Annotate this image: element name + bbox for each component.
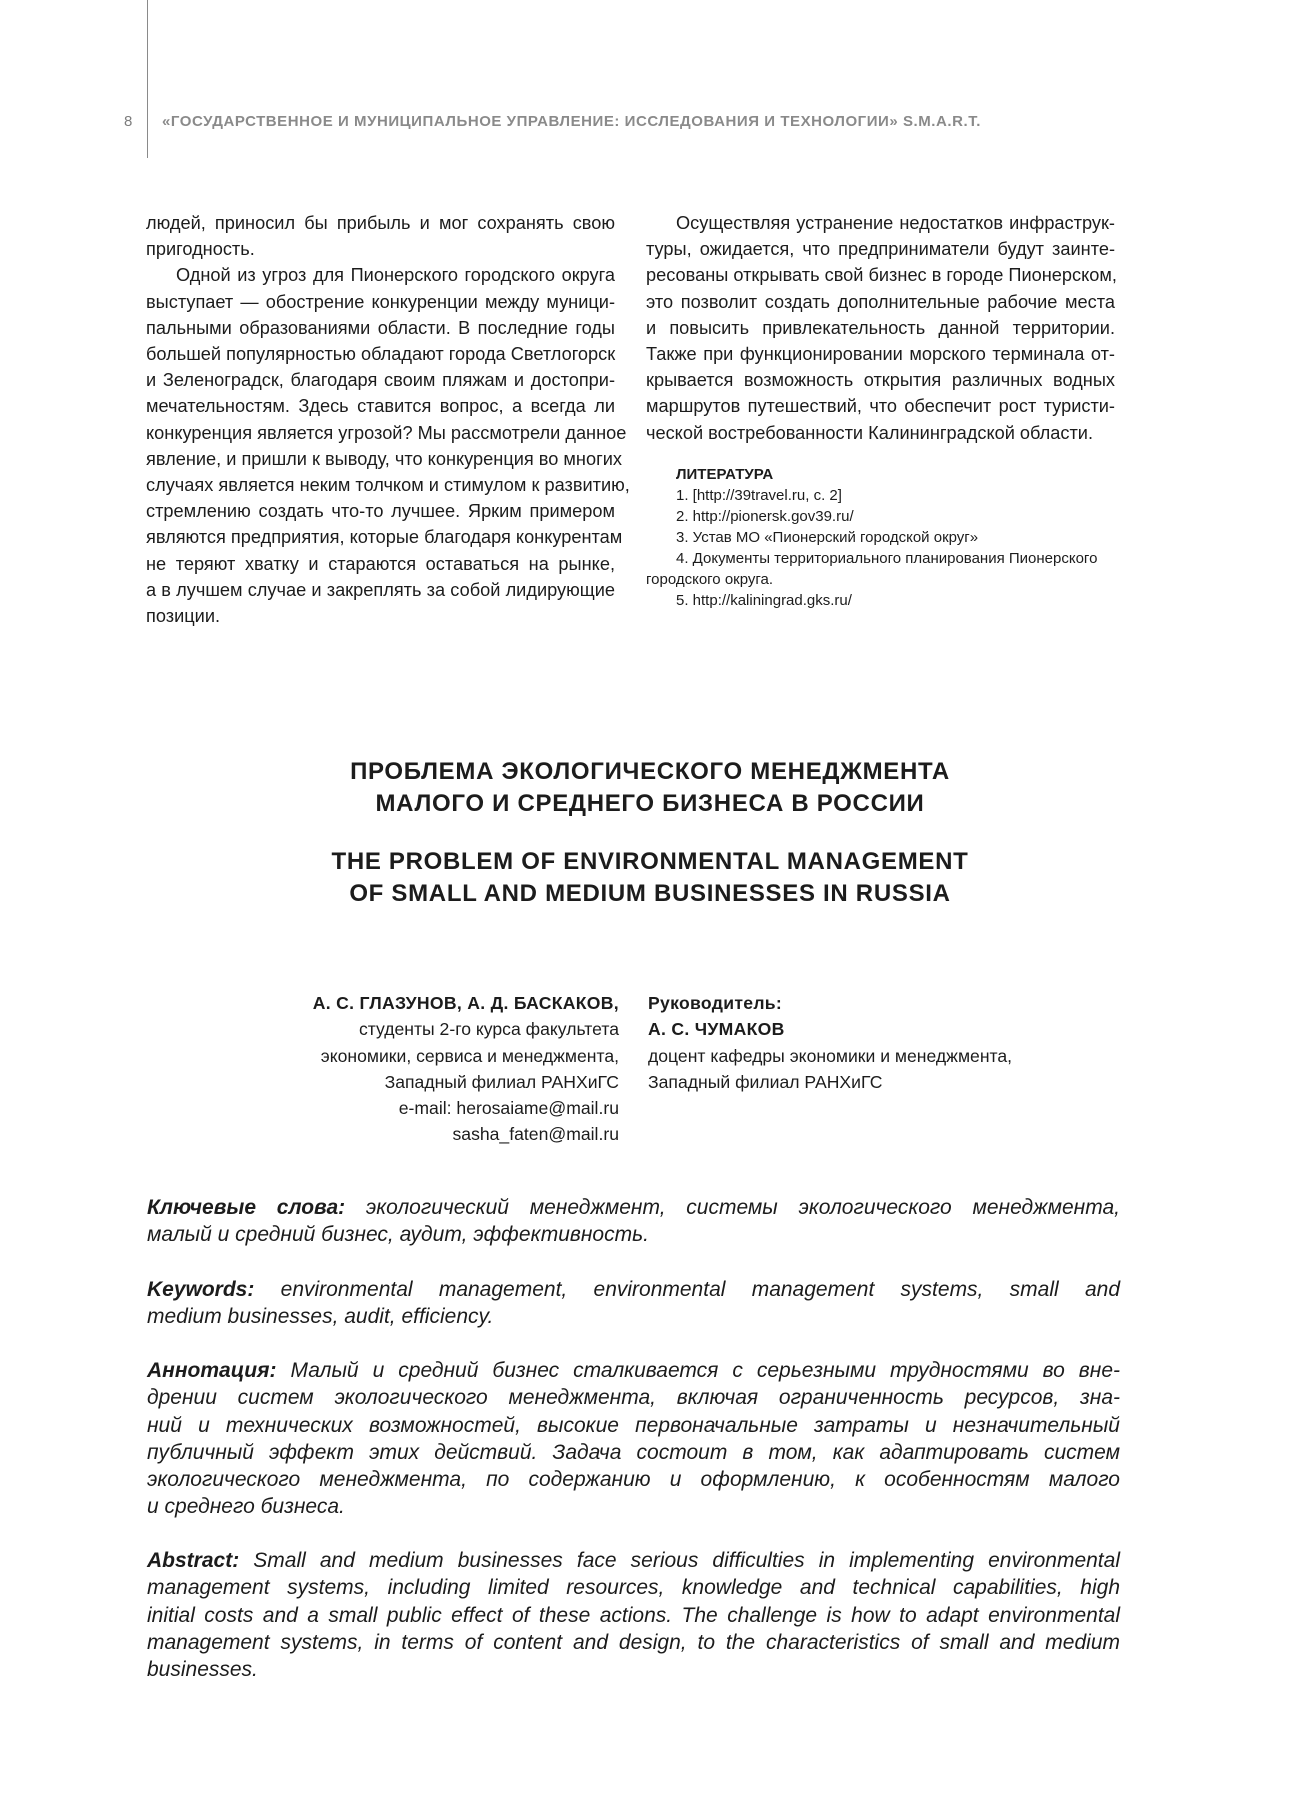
keywords-english-label: Keywords: bbox=[147, 1278, 255, 1301]
text-line: и Зеленоградск, благодаря своим пляжам и достопри- bbox=[146, 370, 615, 391]
advisor-name: А. С. ЧУМАКОВ bbox=[648, 1019, 785, 1040]
advisor-label: Руководитель: bbox=[648, 993, 783, 1013]
text-line: крывается возможность открытия различных водных bbox=[646, 370, 1115, 391]
title-line: THE PROBLEM OF ENVIRONMENTAL MANAGEMENT bbox=[331, 848, 969, 875]
references bbox=[646, 464, 1115, 611]
text-line: ний и технических возможностей, высокие первоначальные затраты и незначительный bbox=[147, 1413, 1120, 1437]
text-line: а в лучшем случае и закреплять за собой лидирующие bbox=[146, 579, 615, 600]
author-affiliation-line: студенты 2-го курса факультета bbox=[358, 1019, 619, 1040]
reference-item-3: 3. Устав МО «Пионерский городской округ» bbox=[676, 528, 979, 546]
text-line: явление, и пришли к выводу, что конкуренция во многих bbox=[146, 448, 622, 469]
text-line: пальными образованиями области. В последние годы bbox=[146, 317, 615, 338]
keywords-russian-text: экологический менеджмент, системы экологического менеджмента, bbox=[365, 1196, 1120, 1219]
left-paragraph-2 bbox=[146, 262, 630, 629]
keywords-russian-label: Ключевые слова: bbox=[147, 1196, 346, 1219]
text-line: малый и средний бизнес, аудит, эффективность. bbox=[147, 1223, 649, 1247]
keywords-english bbox=[147, 1276, 1120, 1331]
reference-item-5: 5. http://kaliningrad.gks.ru/ bbox=[676, 591, 852, 609]
reference-item-4-continued: городского округа. bbox=[646, 570, 774, 588]
text-line: стремлению создать что-то лучшее. Ярким примером bbox=[146, 501, 615, 522]
annotation-label: Аннотация: bbox=[147, 1359, 277, 1382]
reference-item-2: 2. http://pionersk.gov39.ru/ bbox=[676, 507, 854, 525]
text-line: не теряют хватку и стараются оставаться на рынке, bbox=[146, 553, 615, 574]
title-line: МАЛОГО И СРЕДНЕГО БИЗНЕСА В РОССИИ bbox=[375, 790, 925, 817]
text-line: и среднего бизнеса. bbox=[147, 1495, 345, 1519]
journal-title: «ГОСУДАРСТВЕННОЕ И МУНИЦИПАЛЬНОЕ УПРАВЛЕНИЕ: ИССЛЕДОВАНИЯ И ТЕХНОЛОГИИ» S.M.A.R.T. bbox=[162, 113, 981, 130]
text-line: Одной из угроз для Пионерского городского округа bbox=[176, 265, 615, 286]
text-line: пригодность. bbox=[146, 239, 255, 260]
text-line bbox=[147, 1547, 1120, 1574]
left-paragraph-1 bbox=[146, 210, 615, 262]
text-line: позиции. bbox=[146, 606, 221, 627]
text-line: конкуренция является угрозой? Мы рассмотрели данное bbox=[146, 422, 627, 443]
authors-block bbox=[313, 990, 619, 1148]
text-line: выступает — обострение конкуренции между муници- bbox=[146, 291, 615, 312]
text-line: случаях является неким толчком и стимулом к развитию, bbox=[146, 475, 630, 496]
text-line: маршрутов путешествий, что обеспечит рост туристи- bbox=[646, 396, 1115, 417]
references-title: ЛИТЕРАТУРА bbox=[676, 465, 774, 483]
left-column bbox=[146, 210, 630, 629]
text-line: Также при функционировании морского терминала от- bbox=[646, 344, 1115, 365]
text-line: мечательностям. Здесь ставится вопрос, а всегда ли bbox=[146, 396, 615, 417]
text-line: это позволит создать дополнительные рабочие места bbox=[646, 291, 1115, 312]
page-number: 8 bbox=[124, 113, 133, 130]
text-line: публичный эффект этих действий. Задача состоит в том, как адаптировать систем bbox=[147, 1440, 1120, 1464]
author-email: e-mail: herosaiame@mail.ru bbox=[398, 1098, 619, 1119]
text-line bbox=[147, 1276, 1120, 1303]
advisor-affiliation-line: Западный филиал РАНХиГС bbox=[648, 1071, 883, 1092]
abstract bbox=[147, 1547, 1120, 1683]
article-title-english bbox=[0, 846, 1300, 910]
text-line: людей, приносил бы прибыль и мог сохранять свою bbox=[146, 213, 615, 233]
text-line: businesses. bbox=[147, 1658, 258, 1682]
article-title-russian bbox=[0, 756, 1300, 820]
right-column bbox=[646, 210, 1115, 611]
abstract-label: Abstract: bbox=[147, 1549, 240, 1572]
reference-item-4: 4. Документы территориального планирования Пионерского bbox=[676, 549, 1098, 567]
annotation bbox=[147, 1357, 1120, 1521]
text-line: большей популярностью обладают города Светлогорск bbox=[146, 344, 616, 365]
text-line: management systems, including limited resources, knowledge and technical capabilities, high bbox=[147, 1576, 1120, 1600]
text-line bbox=[147, 1357, 1120, 1384]
title-line: ПРОБЛЕМА ЭКОЛОГИЧЕСКОГО МЕНЕДЖМЕНТА bbox=[350, 758, 950, 785]
annotation-text: Малый и средний бизнес сталкивается с серьезными трудностями во вне- bbox=[290, 1359, 1120, 1382]
author-affiliation-line: Западный филиал РАНХиГС bbox=[384, 1071, 619, 1092]
text-line: medium businesses, audit, efficiency. bbox=[147, 1305, 494, 1329]
text-line: и повысить привлекательность данной территории. bbox=[646, 317, 1115, 338]
text-line: Осуществляя устранение недостатков инфраструк- bbox=[676, 213, 1115, 233]
abstract-text: Small and medium businesses face serious difficulties in implementing environmental bbox=[253, 1549, 1120, 1572]
text-line: экологического менеджмента, по содержанию и оформлению, к особенностям малого bbox=[147, 1468, 1120, 1492]
text-line: туры, ожидается, что предприниматели будут заинте- bbox=[646, 239, 1115, 260]
text-line: ресованы открывать свой бизнес в городе Пионерском, bbox=[646, 265, 1117, 286]
text-line: management systems, in terms of content and design, to the characteristics of small and medium bbox=[147, 1630, 1120, 1654]
header-vertical-rule bbox=[147, 0, 148, 158]
advisor-block bbox=[648, 990, 1012, 1095]
text-line: дрении систем экологического менеджмента, включая ограниченность ресурсов, зна- bbox=[147, 1386, 1120, 1410]
right-paragraph-1 bbox=[646, 210, 1115, 446]
title-line: OF SMALL AND MEDIUM BUSINESSES IN RUSSIA bbox=[349, 880, 951, 907]
text-line: initial costs and a small public effect of these actions. The challenge is how to adapt environmental bbox=[147, 1603, 1120, 1627]
keywords-english-text: environmental management, environmental management systems, small and bbox=[280, 1278, 1120, 1301]
reference-item-1: 1. [http://39travel.ru, с. 2] bbox=[676, 486, 842, 504]
text-line: ческой востребованности Калининградской области. bbox=[646, 422, 1094, 443]
keywords-russian bbox=[147, 1194, 1120, 1249]
author-names: А. С. ГЛАЗУНОВ, А. Д. БАСКАКОВ, bbox=[312, 993, 619, 1013]
text-line bbox=[147, 1194, 1120, 1221]
text-line: являются предприятия, которые благодаря конкурентам bbox=[146, 527, 623, 548]
author-email: sasha_faten@mail.ru bbox=[452, 1124, 619, 1145]
advisor-affiliation-line: доцент кафедры экономики и менеджмента, bbox=[648, 1045, 1013, 1066]
author-affiliation-line: экономики, сервиса и менеджмента, bbox=[320, 1045, 619, 1066]
